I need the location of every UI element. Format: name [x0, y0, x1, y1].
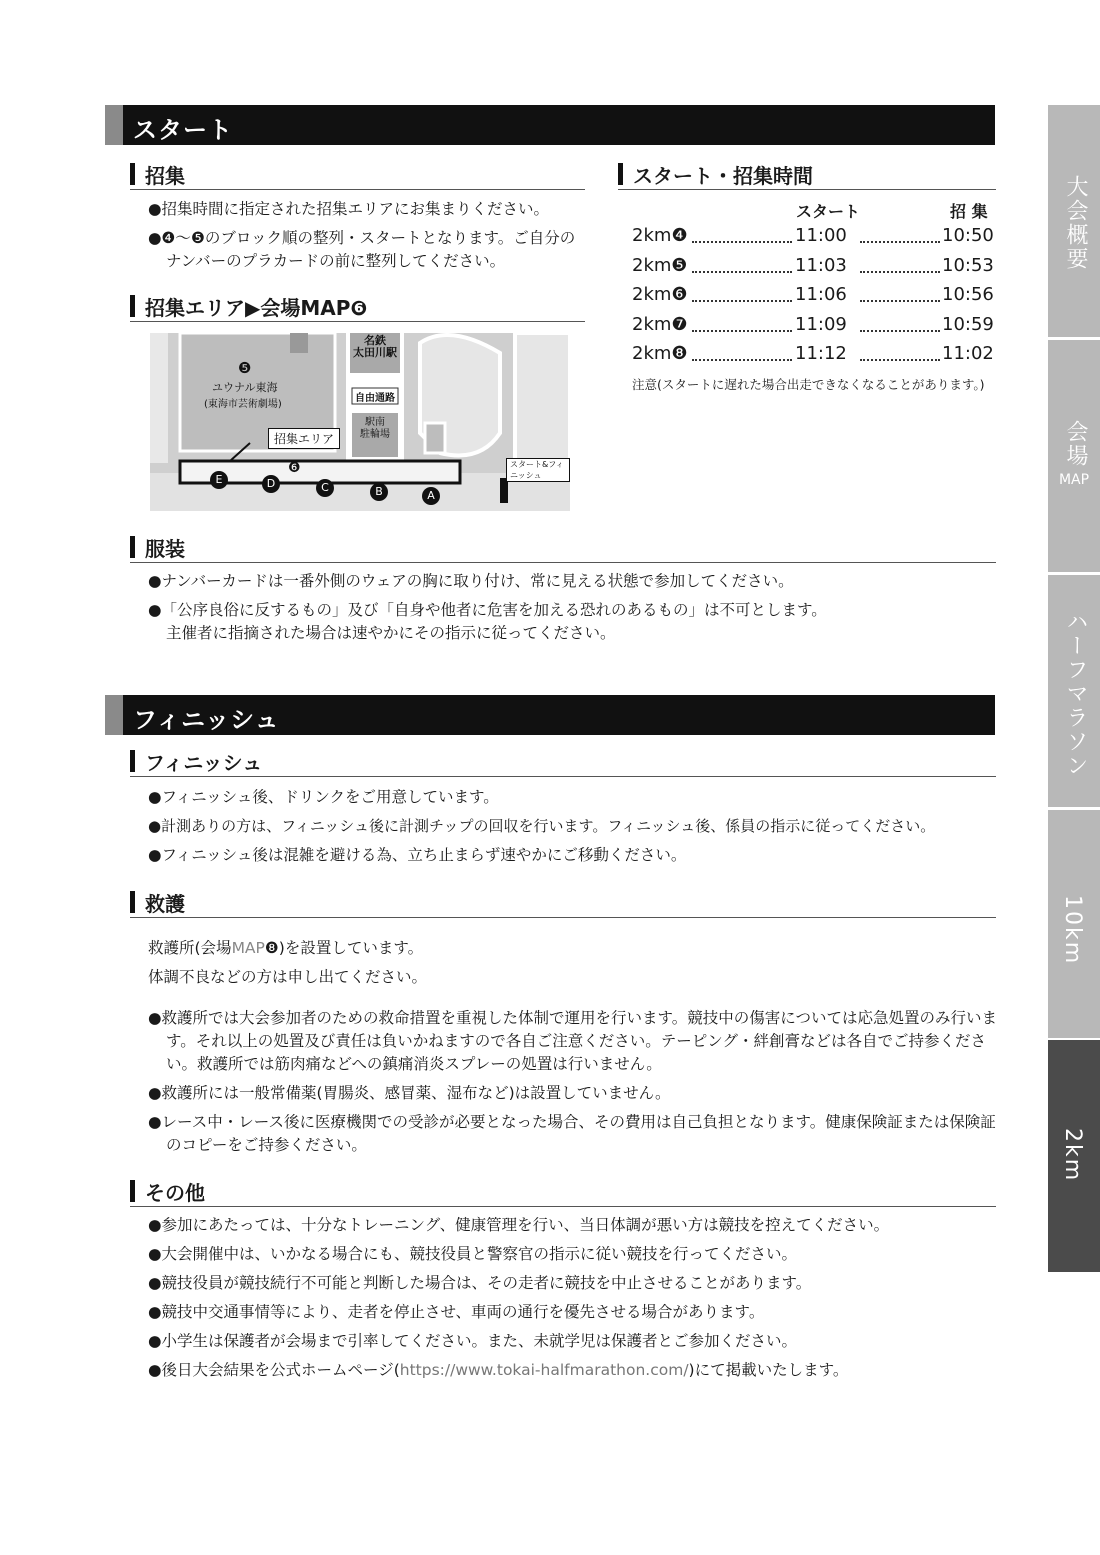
subheading-gathering-area: 招集エリア▶会場MAP❻: [130, 292, 585, 322]
subheading-other: その他: [130, 1177, 996, 1207]
tab-10km[interactable]: [1048, 810, 1100, 1038]
subheading-first-aid: 救護: [130, 888, 996, 918]
list-item: 主催者に指摘された場合は速やかにその指示に従ってください。: [166, 624, 616, 642]
table-row: 2km❻ 11:06 10:56: [632, 284, 994, 305]
subheading-gathering: 招集: [130, 160, 585, 190]
list-item: ●参加にあたっては、十分なトレーニング、健康管理を行い、当日体調が悪い方は競技を控えてください。: [148, 1216, 890, 1234]
tab-venue-map[interactable]: [1048, 340, 1100, 572]
schedule-note: 注意(スタートに遅れた場合出走できなくなることがあります。): [632, 376, 985, 392]
col-start-header: スタート: [796, 202, 861, 221]
gathering-text: [148, 198, 588, 279]
list-item: ●大会開催中は、いかなる場合にも、競技役員と警察官の指示に従い競技を行ってください。: [148, 1245, 798, 1263]
tab-half-marathon[interactable]: [1048, 575, 1100, 807]
list-item: ●後日大会結果を公式ホームページ(https://www.tokai-halfmarathon.com/)にて掲載いたします。: [148, 1361, 849, 1379]
block-marker: C: [316, 479, 334, 497]
tab-2km[interactable]: [1048, 1040, 1100, 1272]
attire-text: [148, 570, 998, 645]
subheading-attire: 服装: [130, 533, 996, 563]
passage-label: 自由通路: [355, 393, 395, 404]
subheading-finish: フィニッシュ: [130, 747, 996, 777]
list-item: ●競技中交通事情等により、走者を停止させ、車両の通行を優先させる場合があります。: [148, 1303, 765, 1321]
schedule-table: [632, 195, 1002, 393]
block-marker: E: [210, 471, 228, 489]
block-marker: A: [422, 487, 440, 505]
homepage-link[interactable]: https://www.tokai-halfmarathon.com/: [399, 1361, 689, 1379]
tab-label: 10km: [1060, 895, 1085, 966]
tab-label: ハーフマラソン: [1063, 610, 1088, 778]
venue-sub: (東海市芸術劇場): [204, 399, 282, 410]
tab-label: 2km: [1060, 1128, 1085, 1183]
finish-text: [148, 786, 1008, 873]
venue-name: ユウナル東海: [212, 381, 278, 394]
other-text: [148, 1214, 998, 1388]
list-item: ●救護所には一般常備薬(胃腸炎、感冒薬、湿布など)は設置していません。: [148, 1084, 671, 1102]
list-item: ●競技役員が競技続行不可能と判断した場合は、その走者に競技を中止させることがあります。: [148, 1274, 812, 1292]
col-gather-header: 招 集: [950, 202, 988, 221]
table-row: 2km❼ 11:09 10:59: [632, 313, 994, 335]
first-aid-intro: 救護所(会場MAP❽)を設置しています。 体調不良などの方は申し出てください。: [148, 939, 428, 986]
list-item: ●招集時間に指定された招集エリアにお集まりください。: [148, 200, 550, 218]
subheading-schedule: スタート・招集時間: [618, 160, 996, 190]
list-item: ●❹～❺のブロック順の整列・スタートとなります。ご自分のナンバーのプラカードの前に整列してください。: [148, 229, 576, 270]
gathering-area-map: [150, 333, 570, 511]
table-row: 2km❺ 11:03 10:53: [632, 254, 994, 276]
tab-label: 会場: [1063, 420, 1088, 468]
tab-label: 大会概要: [1063, 175, 1088, 271]
section-header-finish: [105, 695, 995, 735]
list-item: ●フィニッシュ後、ドリンクをご用意しています。: [148, 788, 499, 806]
list-item: ●計測ありの方は、フィニッシュ後に計測チップの回収を行います。フィニッシュ後、係員の指示に従ってください。: [148, 817, 936, 835]
block-marker: B: [370, 483, 388, 501]
block-marker: D: [262, 475, 280, 493]
list-item: ●小学生は保護者が会場まで引率してください。また、未就学児は保護者とご参加ください。: [148, 1332, 798, 1350]
list-item: ●ナンバーカードは一番外側のウェアの胸に取り付け、常に見える状態で参加してください。: [148, 572, 794, 590]
venue-number: ❺: [238, 359, 252, 377]
section-header-start: [105, 105, 995, 145]
parking-label: 駅南 駐輪場: [360, 417, 390, 440]
map-number: ❻: [288, 460, 301, 476]
tab-sublabel: MAP: [1058, 472, 1090, 488]
tab-overview[interactable]: [1048, 105, 1100, 337]
section-title: スタート: [133, 116, 233, 144]
gathering-area-label: 招集エリア: [268, 428, 340, 449]
list-item: ●救護所では大会参加者のための救命措置を重視した体制で運用を行います。競技中の傷害については応急処置のみ行います。それ以上の処置及び責任は負いかねますので各自ご注意ください。テーピング・絆創膏などは各自でご持参ください。救護所では筋肉痛などへの鎮痛消炎スプレーの処置は行いません。: [148, 1009, 997, 1073]
table-row: 2km❽ 11:12 11:02: [632, 343, 994, 364]
table-row: 2km❹ 11:00 10:50: [632, 225, 994, 246]
list-item: ●フィニッシュ後は混雑を避ける為、立ち止まらず速やかにご移動ください。: [148, 846, 687, 864]
section-title: フィニッシュ: [133, 706, 280, 734]
station-label: 名鉄 太田川駅: [353, 334, 397, 359]
first-aid-text: [148, 1007, 998, 1163]
list-item: ●「公序良俗に反するもの」及び「自身や他者に危害を加える恐れのあるもの」は不可とします。: [148, 601, 827, 619]
list-item: ●レース中・レース後に医療機関での受診が必要となった場合、その費用は自己負担となります。健康保険証または保険証のコピーをご持参ください。: [148, 1113, 996, 1154]
start-finish-label: スタート&フィニッシュ: [506, 458, 570, 482]
